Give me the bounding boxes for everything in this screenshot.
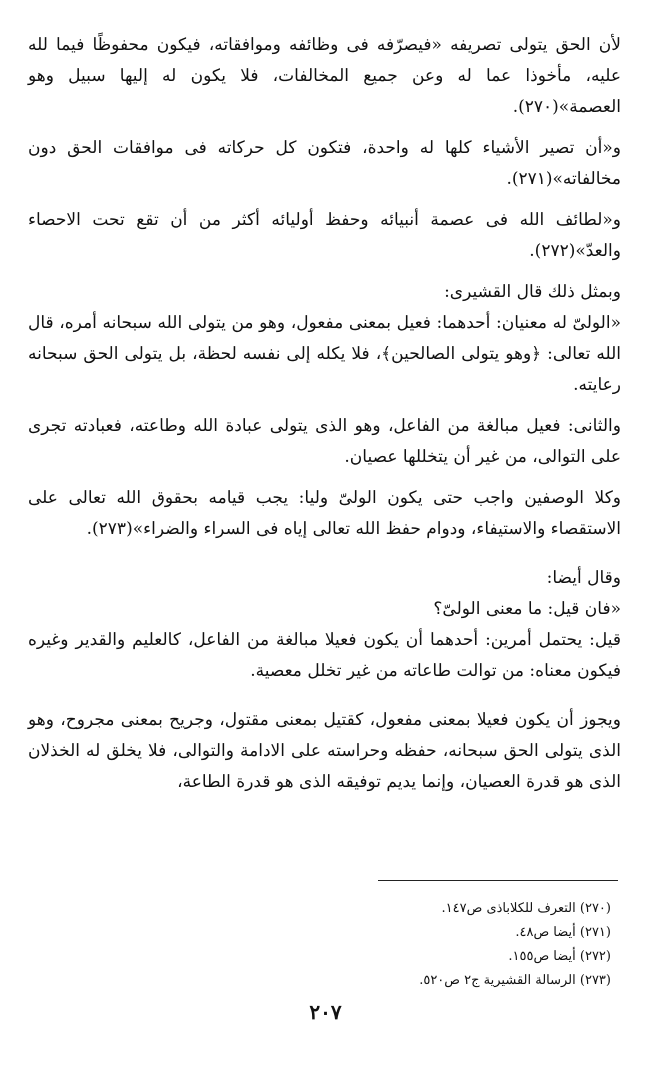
main-text bbox=[28, 30, 621, 798]
paragraph-3: و«لطائف الله فى عصمة أنبيائه وحفظ أوليائه أكثر من أن تقع تحت الاحصاء والعدّ»(٢٧٢). bbox=[28, 210, 621, 261]
footnotes bbox=[281, 897, 611, 993]
paragraph-2: و«أن تصير الأشياء كلها له واحدة، فتكون كل حركاته فى موافقات الحق دون مخالفاته»(٢٧١). bbox=[28, 138, 621, 189]
footnote-divider bbox=[378, 880, 618, 881]
paragraph-1: لأن الحق يتولى تصريفه «فيصرّفه فى وظائفه وموافقاته، فيكون محفوظًا فيما لله عليه، مأخوذا عما له وعن جميع المخالفات، فلا يكون له إليها سبيل وهو العصمة»(٢٧٠). bbox=[28, 35, 621, 117]
footnote-270: (٢٧٠) التعرف للكلاباذى ص١٤٧. bbox=[441, 901, 611, 916]
paragraph-5: «الولىّ له معنيان: أحدهما: فعيل بمعنى مفعول، وهو من يتولى الله سبحانه أمره، قال الله تعالى: ﴿وهو يتولى الصالحين﴾، فلا يكله إلى نفسه لحظة، بل يتولى الحق سبحانه رعايته. bbox=[28, 313, 621, 395]
paragraph-8: وقال أيضا: bbox=[546, 568, 621, 588]
paragraph-9: «فان قيل: ما معنى الولىّ؟ bbox=[433, 599, 621, 619]
page-number: ٢٠٧ bbox=[309, 1000, 342, 1024]
footnote-272: (٢٧٢) أيضا ص١٥٥. bbox=[508, 949, 611, 964]
footnote-273: (٢٧٣) الرسالة القشيرية ج٢ ص٥٢٠. bbox=[419, 973, 611, 988]
footnote-271: (٢٧١) أيضا ص٤٨. bbox=[515, 925, 611, 940]
paragraph-7: وكلا الوصفين واجب حتى يكون الولىّ وليا: يجب قيامه بحقوق الله تعالى على الاستقصاء والاستيفاء، ودوام حفظ الله تعالى إياه فى السراء والضراء»(٢٧٣). bbox=[28, 488, 621, 539]
paragraph-11: ويجوز أن يكون فعيلا بمعنى مفعول، كقتيل بمعنى مقتول، وجريح بمعنى مجروح، وهو الذى يتولى الحق سبحانه، حفظه وحراسته على الادامة والتوالى، فلا يخلق له الخذلان الذى هو قدرة العصيان، وإنما يديم توفيقه الذى هو قدرة الطاعة، bbox=[28, 710, 621, 792]
paragraph-10: قيل: يحتمل أمرين: أحدهما أن يكون فعيلا مبالغة من الفاعل، كالعليم والقدير وغيره فيكون معناه: من توالت طاعاته من غير تخلل معصية. bbox=[28, 630, 621, 681]
paragraph-6: والثانى: فعيل مبالغة من الفاعل، وهو الذى يتولى عبادة الله وطاعته، فعبادته تجرى على التوالى، من غير أن يتخللها عصيان. bbox=[28, 416, 621, 467]
paragraph-4: وبمثل ذلك قال القشيرى: bbox=[444, 282, 621, 302]
